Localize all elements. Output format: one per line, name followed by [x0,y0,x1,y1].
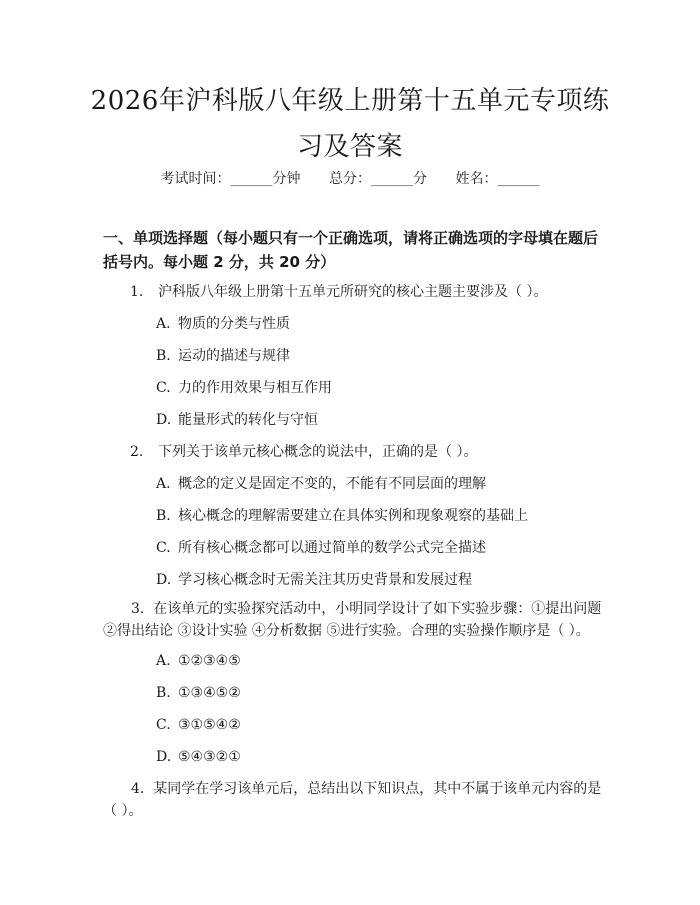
option [156,505,528,525]
student-name: 姓名：______ [455,171,540,187]
option [156,473,486,493]
question [103,778,603,822]
option-letter: C. [156,540,171,556]
option [156,685,241,701]
option-letter: D. [156,749,172,765]
option-text: ⑤④③②① [178,749,241,765]
option [156,653,241,669]
option-letter: B. [156,348,171,364]
option-letter: C. [156,380,171,396]
option-letter: A. [156,316,171,332]
option-letter: D. [156,572,172,588]
option [156,537,486,557]
option [156,569,472,589]
question-text: 在该单元的实验探究活动中，小明同学设计了如下实验步骤：①提出问题②得出结论 ③设计实验 ④分析数据 ⑤进行实验。合理的实验操作顺序是（ ）。 [103,601,602,639]
option-text: 概念的定义是固定不变的，不能有不同层面的理解 [178,476,486,492]
option [156,409,318,429]
option-letter: B. [156,508,171,524]
option-text: 能量形式的转化与守恒 [178,412,318,428]
option [156,345,290,365]
option-letter: D. [156,412,172,428]
option-letter: A. [156,653,171,669]
question-text: 沪科版八年级上册第十五单元所研究的核心主题主要涉及（ ）。 [158,284,548,300]
option-text: ③①⑤④② [178,717,241,733]
option-text: 力的作用效果与相互作用 [178,380,332,396]
option-letter: B. [156,685,171,701]
option-text: 运动的描述与规律 [178,348,290,364]
question-text: 某同学在学习该单元后，总结出以下知识点，其中不属于该单元内容的是（ ）。 [103,781,602,819]
question [130,281,547,301]
document-title: 2026年沪科版八年级上册第十五单元专项练习及答案 [90,86,610,162]
option-letter: C. [156,717,171,733]
section-heading: 一、单项选择题（每小题只有一个正确选项，请将正确选项的字母填在题后括号内。每小题 2 分，共 20 分） [103,229,599,271]
option-text: 核心概念的理解需要建立在具体实例和现象观察的基础上 [178,508,528,524]
total-score: 总分：______分 [329,171,427,187]
option [156,749,241,765]
option [156,717,241,733]
option [156,313,290,333]
question-number: 1. [130,284,144,300]
option-letter: A. [156,476,171,492]
option-text: 学习核心概念时无需关注其历史背景和发展过程 [178,572,472,588]
question [130,441,477,461]
option-text: ①③④⑤② [178,685,241,701]
question-number: 2. [130,444,144,460]
exam-info [0,168,700,188]
option-text: 所有核心概念都可以通过简单的数学公式完全描述 [178,540,486,556]
question-number: 3. [131,601,145,617]
question-text: 下列关于该单元核心概念的说法中，正确的是（ ）。 [158,444,478,460]
question-number: 4. [131,781,145,797]
exam-time: 考试时间：______分钟 [160,171,301,187]
option-text: ①②③④⑤ [178,653,241,669]
question [103,598,603,642]
option-text: 物质的分类与性质 [178,316,290,332]
option [156,377,332,397]
